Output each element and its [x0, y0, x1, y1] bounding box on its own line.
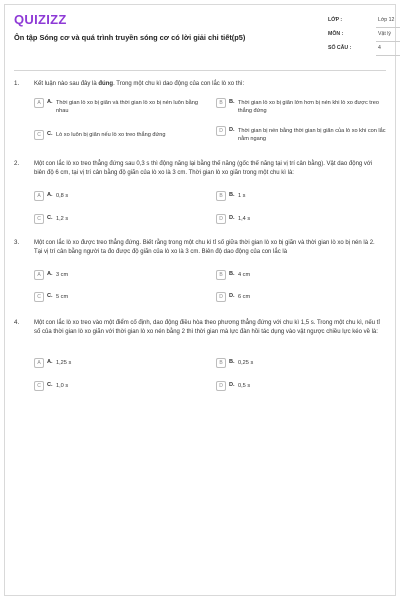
meta-info	[328, 16, 400, 58]
option-text: Lò xo luôn bị giãn nếu lò xo treo thẳng đứng	[56, 132, 166, 138]
option-letter: C.	[47, 215, 53, 221]
option-box[interactable]: D	[216, 381, 226, 391]
option-box[interactable]: C	[34, 292, 44, 302]
option-text: 1 s	[238, 193, 246, 199]
question-text: Một con lắc lò xo được treo thẳng đứng. Biết rằng trong một chu kì tỉ số giữa thời gian lò xo bị giãn và thời gian lò xo bị nén là 2. Tại vị trí cân bằng người ta đo được độ giãn của lò xo là 3 cm. Biên độ dao động của con lắc là	[34, 240, 375, 255]
option-text: 1,2 s	[56, 216, 69, 222]
option-text: 4 cm	[238, 272, 251, 278]
question-number: 2.	[14, 160, 20, 167]
document-title: Ôn tập Sóng cơ và quá trình truyền sóng cơ có lời giải chi tiết(p5)	[14, 33, 246, 42]
question-number: 3.	[14, 239, 20, 246]
option-text: 1,4 s	[238, 216, 251, 222]
option-box[interactable]: A	[34, 98, 44, 108]
option-letter: A.	[47, 359, 53, 365]
meta-label: LỚP :	[328, 17, 343, 23]
meta-underline	[376, 27, 400, 28]
option-text: 1,0 s	[56, 383, 69, 389]
question-number: 4.	[14, 319, 20, 326]
document-header	[14, 12, 395, 72]
option-text: 0,25 s	[238, 360, 254, 366]
question-1	[14, 80, 388, 150]
question-3	[14, 239, 388, 309]
meta-row-question-count	[328, 44, 400, 58]
option-text: 0,5 s	[238, 383, 251, 389]
meta-underline	[376, 41, 400, 42]
option-letter: B.	[229, 359, 235, 365]
meta-label: SỐ CÂU :	[328, 45, 352, 51]
meta-row-class	[328, 16, 400, 30]
option-box[interactable]: A	[34, 358, 44, 368]
question-2	[14, 160, 388, 230]
option-letter: D.	[229, 215, 235, 221]
question-text-part: Kết luận nào sau đây là	[34, 81, 99, 87]
meta-underline	[376, 55, 400, 56]
option-letter: A.	[47, 99, 53, 105]
meta-value: Lớp 12	[378, 17, 395, 23]
question-text-part: . Trong một chu kì dao động của con lắc lò xo thì:	[113, 81, 245, 87]
question-4	[14, 319, 388, 399]
option-box[interactable]: C	[34, 214, 44, 224]
option-box[interactable]: A	[34, 191, 44, 201]
header-divider	[14, 70, 386, 71]
option-box[interactable]: C	[34, 381, 44, 391]
question-text: Một con lắc lò xo treo thẳng đứng sau 0,3 s thì động năng lại bằng thế năng (gốc thế năng tại vị trí cân bằng). Vật dao động với biên độ 6 cm, tại vị trí cân bằng độ giãn của lò xo là 3 cm. Thời gian lò xo giãn trong một chu kì là:	[34, 161, 373, 176]
option-letter: A.	[47, 271, 53, 277]
option-box[interactable]: C	[34, 130, 44, 140]
option-box[interactable]: D	[216, 292, 226, 302]
option-letter: C.	[47, 293, 53, 299]
option-box[interactable]: A	[34, 270, 44, 280]
option-box[interactable]: D	[216, 214, 226, 224]
question-text	[34, 80, 384, 89]
option-box[interactable]: B	[216, 270, 226, 280]
meta-row-subject	[328, 30, 400, 44]
option-letter: A.	[47, 192, 53, 198]
option-text: 3 cm	[56, 272, 69, 278]
option-letter: D.	[229, 293, 235, 299]
meta-value: Vật lý	[378, 31, 391, 37]
option-text: Thời gian lò xo bị giãn lớn hơn bị nén khi lò xo được treo thẳng đứng	[238, 100, 379, 114]
option-box[interactable]: B	[216, 98, 226, 108]
option-letter: B.	[229, 99, 235, 105]
option-text: 5 cm	[56, 294, 69, 300]
meta-value: 4	[378, 45, 381, 51]
option-text: 0,8 s	[56, 193, 69, 199]
question-number: 1.	[14, 80, 20, 87]
question-text-bold: đúng	[98, 81, 114, 87]
option-text: Thời gian bị nén bằng thời gian bị giãn của lò xo khi con lắc nằm ngang	[238, 128, 386, 142]
option-box[interactable]: D	[216, 126, 226, 136]
question-text: Một con lắc lò xo treo vào một điểm cố định, dao động điều hòa theo phương thẳng đứng với chu kì 1,5 s. Trong một chu kì, nếu tỉ số của thời gian lò xo giãn với thời gian lò xo nén bằng 2 thì thời gian mà lực đàn hồi tác dụng vào vật ngược chiều lực kéo về là:	[34, 320, 380, 335]
option-text: 1,25 s	[56, 360, 72, 366]
option-letter: C.	[47, 131, 53, 137]
option-letter: D.	[229, 127, 235, 133]
option-box[interactable]: B	[216, 358, 226, 368]
option-box[interactable]: B	[216, 191, 226, 201]
quizizz-logo: QUIZIZZ	[14, 12, 67, 27]
option-letter: C.	[47, 382, 53, 388]
option-text: 6 cm	[238, 294, 251, 300]
option-letter: D.	[229, 382, 235, 388]
option-letter: B.	[229, 192, 235, 198]
meta-label: MÔN :	[328, 31, 344, 37]
option-letter: B.	[229, 271, 235, 277]
option-text: Thời gian lò xo bị giãn và thời gian lò xo bị nén luôn bằng nhau	[56, 100, 198, 114]
